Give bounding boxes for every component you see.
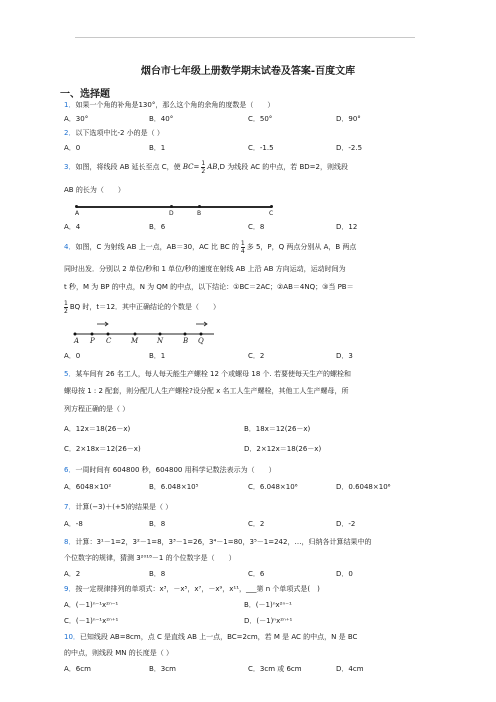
option-d: D．(－1)ⁿx²ⁿ⁺¹ — [244, 617, 293, 625]
point-label: C — [269, 210, 274, 217]
fraction-denominator: 2 — [201, 167, 206, 175]
question-number: 1． — [64, 101, 76, 109]
fraction-denominator: 4 — [240, 247, 245, 255]
point-dot — [200, 333, 203, 336]
option-c: C．2 — [248, 352, 265, 360]
option-b: B．18x＝12(26－x) — [244, 425, 311, 433]
option-b: B．8 — [149, 570, 166, 578]
fraction-denominator: 2 — [64, 307, 68, 315]
point-label: A — [75, 210, 80, 217]
question-number: 5． — [64, 370, 76, 378]
option-c: C．(－1)ⁿ⁻¹x²ⁿ⁺¹ — [64, 617, 119, 625]
question-number: 6． — [64, 466, 76, 474]
option-a: A．12x＝18(26－x) — [64, 425, 131, 433]
point-dot — [170, 205, 173, 208]
point-label: Q — [198, 337, 204, 345]
formula-equals: = — [193, 163, 200, 171]
question-text: 如图，C 为射线 AB 上一点，AB＝30，AC 比 BC 的 — [75, 243, 239, 251]
option-b: B．40° — [149, 115, 174, 123]
point-dot — [270, 205, 273, 208]
option-c: C．6.048×10⁶ — [248, 483, 298, 491]
option-c: C．8 — [248, 223, 265, 231]
question-text-cont: 多 5，P，Q 两点分别从 A，B 两点 — [246, 243, 357, 251]
question-text: 以下选项中比-2 小的是（ ） — [75, 129, 164, 137]
option-a: A．4 — [64, 223, 81, 231]
question-8-line2: 个位数字的规律，猜测 3²⁰¹⁸－1 的个位数字是（ ） — [64, 554, 236, 562]
question-4 — [64, 238, 356, 256]
point-dot — [184, 333, 187, 336]
option-b: B．8 — [149, 520, 166, 528]
question-4-line3: t 秒，M 为 BP 的中点，N 为 QM 的中点，以下结论：①BC＝2AC；②AB＝4NQ；③当 PB＝ — [64, 283, 354, 291]
fraction-numerator: 1 — [240, 239, 245, 247]
point-label: A — [74, 337, 80, 345]
question-5-line3: 列方程正确的是（ ） — [64, 405, 130, 413]
formula-ab: AB — [207, 163, 218, 171]
question-10-line2: 的中点，则线段 MN 的长度是（ ） — [64, 649, 173, 657]
question-number: 10． — [64, 633, 80, 641]
question-number: 9． — [64, 585, 76, 593]
question-number: 7． — [64, 503, 76, 511]
fraction-numerator: 1 — [64, 299, 68, 307]
question-4-line2: 同时出发．分别以 2 单位/秒和 1 单位/秒的速度在射线 AB 上沿 AB 方向运动，运动时间为 — [64, 265, 346, 273]
formula-bc: BC — [182, 163, 194, 171]
question-text: 已知线段 AB=8cm，点 C 是直线 AB 上一点，BC=2cm，若 M 是 AC 的中点，N 是 BC — [79, 633, 358, 641]
question-6 — [64, 461, 276, 479]
point-label: M — [131, 337, 139, 345]
point-dot — [107, 333, 110, 336]
question-text: 计算(−3)＋(+5)的结果是（ ） — [75, 503, 173, 511]
option-a: A．2 — [64, 570, 81, 578]
question-text: 某车间有 26 名工人，每人每天能生产螺栓 12 个或螺母 18 个. 若要使每天生产的螺栓和 — [75, 370, 351, 378]
option-a: A．-8 — [64, 520, 83, 528]
option-a: A．0 — [64, 352, 81, 360]
option-d: D．-2.5 — [336, 144, 363, 152]
question-text: 按一定规律排列的单项式：x³，－x⁵，x⁷，－x⁹，x¹¹，___第 n 个单项式是( ) — [75, 585, 320, 593]
fraction-one-quarter — [241, 240, 245, 255]
option-d: D．2×12x＝18(26－x) — [244, 445, 322, 453]
option-a: A．6048×10² — [64, 483, 112, 491]
option-c: C．-1.5 — [248, 144, 274, 152]
option-c: C．3cm 或 6cm — [248, 665, 302, 673]
option-c: C．2 — [248, 520, 265, 528]
question-text: 如图，将线段 AB 延长至点 C，使 — [75, 163, 181, 171]
option-d: D．-2 — [336, 520, 356, 528]
option-b: B．(－1)ⁿx²ⁿ⁻¹ — [244, 601, 292, 609]
point-dot — [134, 333, 137, 336]
fraction-one-half — [64, 300, 68, 315]
option-b: B．6.048×10⁵ — [149, 483, 199, 491]
option-d: D．12 — [336, 223, 358, 231]
point-label: C — [106, 337, 112, 345]
option-c: C．50° — [248, 115, 273, 123]
question-number: 8． — [64, 538, 76, 546]
point-label: D — [169, 210, 174, 217]
point-dot — [74, 333, 77, 336]
question-4-line4 — [64, 298, 220, 316]
question-5-line2: 螺母按 1 : 2 配套，则分配几人生产螺栓?设分配 x 名工人生产螺栓，其他工人生产螺母，所 — [64, 387, 349, 395]
option-c: C．2×18x＝12(26－x) — [64, 445, 141, 453]
option-b: B．3cm — [149, 665, 176, 673]
question-5 — [64, 365, 351, 383]
point-label: N — [157, 337, 164, 345]
point-label: B — [183, 337, 189, 345]
option-a: A．(－1)ⁿ⁻¹x²ⁿ⁻¹ — [64, 601, 119, 609]
option-a: A．0 — [64, 144, 81, 152]
option-c: C．6 — [248, 570, 265, 578]
option-d: D．4cm — [336, 665, 364, 673]
option-a: A．30° — [64, 115, 89, 123]
option-b: B．1 — [149, 144, 166, 152]
question-text: 如果一个角的补角是130°，那么这个角的余角的度数是（ ） — [75, 101, 275, 109]
question-3 — [64, 158, 348, 176]
question-number: 3． — [64, 163, 76, 171]
page-title: 烟台市七年级上册数学期末试卷及答案-百度文库 — [140, 66, 356, 77]
option-d: D．90° — [336, 115, 361, 123]
point-dot — [75, 205, 78, 208]
option-a: A．6cm — [64, 665, 91, 673]
option-d: D．3 — [336, 352, 353, 360]
header-rule — [75, 37, 415, 38]
question-text: 一周时间有 604800 秒，604800 用科学记数法表示为（ ） — [75, 466, 276, 474]
option-b: B．6 — [149, 223, 166, 231]
question-3-line2: AB 的长为（ ） — [64, 186, 125, 194]
point-dot — [159, 333, 162, 336]
question-text-cont: ,D 为线段 AC 的中点，若 BD=2，则线段 — [217, 163, 348, 171]
question-text: 计算：3¹－1=2，3²－1=8，3³－1=26，3⁴－1=80，3⁵－1=242，…，归纳各计算结果中的 — [75, 538, 372, 546]
option-d: D．0 — [336, 570, 353, 578]
point-dot — [198, 205, 201, 208]
point-dot — [91, 333, 94, 336]
point-label: B — [197, 210, 202, 217]
question-text-cont: BQ 时，t＝12．其中正确结论的个数是（ ） — [69, 303, 221, 311]
option-d: D．0.6048×10⁶ — [336, 483, 391, 491]
question-number: 4． — [64, 243, 76, 251]
fraction-numerator: 1 — [201, 159, 206, 167]
segment-line — [76, 206, 272, 208]
question-7 — [64, 498, 172, 516]
option-b: B．1 — [149, 352, 166, 360]
section-heading: 一、选择题 — [60, 89, 110, 100]
point-label: P — [90, 337, 95, 345]
question-number: 2． — [64, 129, 76, 137]
fraction-one-half — [201, 160, 205, 175]
